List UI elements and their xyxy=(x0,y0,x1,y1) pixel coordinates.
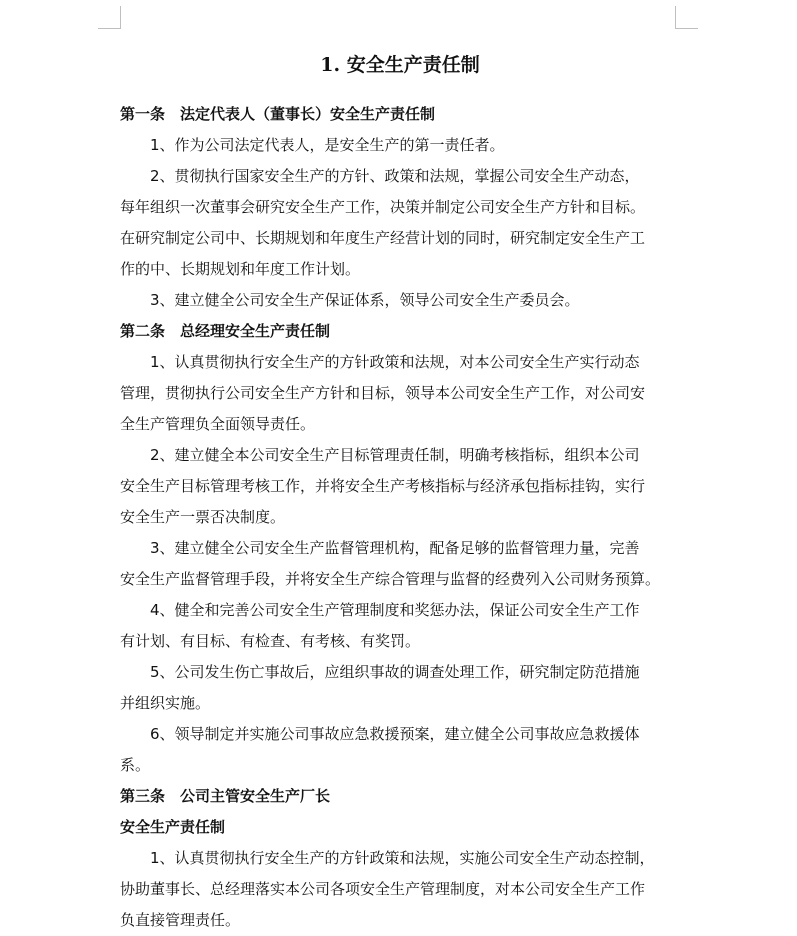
paragraph-line: 1、认真贯彻执行安全生产的方针政策和法规，对本公司安全生产实行动态 xyxy=(150,353,640,371)
paragraph-line: 每年组织一次董事会研究安全生产工作，决策并制定公司安全生产方针和目标。 xyxy=(120,198,646,216)
paragraph xyxy=(120,285,680,316)
section-heading: 第一条 法定代表人（董事长）安全生产责任制 xyxy=(120,105,436,123)
paragraph xyxy=(120,533,680,595)
paragraph-line: 安全生产目标管理考核工作，并将安全生产考核指标与经济承包指标挂钩，实行 xyxy=(120,477,646,495)
paragraph-line: 2、贯彻执行国家安全生产的方针、政策和法规，掌握公司安全生产动态， xyxy=(150,167,640,185)
paragraph-line: 安全生产一票否决制度。 xyxy=(120,508,286,526)
paragraph-line: 全生产管理负全面领导责任。 xyxy=(120,415,316,433)
paragraph-line: 2、建立健全本公司安全生产目标管理责任制，明确考核指标，组织本公司 xyxy=(150,446,640,464)
paragraph xyxy=(120,657,680,719)
paragraph xyxy=(120,595,680,657)
paragraph xyxy=(120,843,680,936)
paragraph-line: 3、建立健全公司安全生产监督管理机构，配备足够的监督管理力量，完善 xyxy=(150,539,640,557)
paragraph-line: 安全生产监督管理手段，并将安全生产综合管理与监督的经费列入公司财务预算。 xyxy=(120,570,661,588)
paragraph xyxy=(120,161,680,285)
paragraph-line: 作的中、长期规划和年度工作计划。 xyxy=(120,260,361,278)
section-heading: 第二条 总经理安全生产责任制 xyxy=(120,322,331,340)
paragraph-line: 在研究制定公司中、长期规划和年度生产经营计划的同时，研究制定安全生产工 xyxy=(120,229,646,247)
page-corner-mark-top-left xyxy=(98,6,121,29)
paragraph xyxy=(120,440,680,533)
paragraph-line: 管理，贯彻执行公司安全生产方针和目标，领导本公司安全生产工作，对公司安 xyxy=(120,384,646,402)
paragraph-line: 并组织实施。 xyxy=(120,694,211,712)
paragraph-line: 协助董事长、总经理落实本公司各项安全生产管理制度，对本公司安全生产工作 xyxy=(120,880,646,898)
page-corner-mark-top-right xyxy=(675,6,698,29)
section-subheading: 安全生产责任制 xyxy=(120,818,226,836)
paragraph-line: 1、认真贯彻执行安全生产的方针政策和法规，实施公司安全生产动态控制， xyxy=(150,849,655,867)
paragraph-line: 6、领导制定并实施公司事故应急救援预案，建立健全公司事故应急救援体 xyxy=(150,725,640,743)
paragraph-line: 4、健全和完善公司安全生产管理制度和奖惩办法，保证公司安全生产工作 xyxy=(150,601,640,619)
paragraph xyxy=(120,130,680,161)
paragraph xyxy=(120,719,680,781)
paragraph-line: 3、建立健全公司安全生产保证体系，领导公司安全生产委员会。 xyxy=(150,291,580,309)
paragraph-line: 负直接管理责任。 xyxy=(120,911,241,929)
paragraph-line: 系。 xyxy=(120,756,151,774)
section-heading: 第三条 公司主管安全生产厂长 xyxy=(120,787,331,805)
paragraph xyxy=(120,347,680,440)
document-body xyxy=(120,99,680,936)
document-title: 1. 安全生产责任制 xyxy=(320,54,480,76)
paragraph-line: 有计划、有目标、有检查、有考核、有奖罚。 xyxy=(120,632,421,650)
paragraph-line: 1、作为公司法定代表人，是安全生产的第一责任者。 xyxy=(150,136,505,154)
paragraph-line: 5、公司发生伤亡事故后，应组织事故的调查处理工作，研究制定防范措施 xyxy=(150,663,640,681)
